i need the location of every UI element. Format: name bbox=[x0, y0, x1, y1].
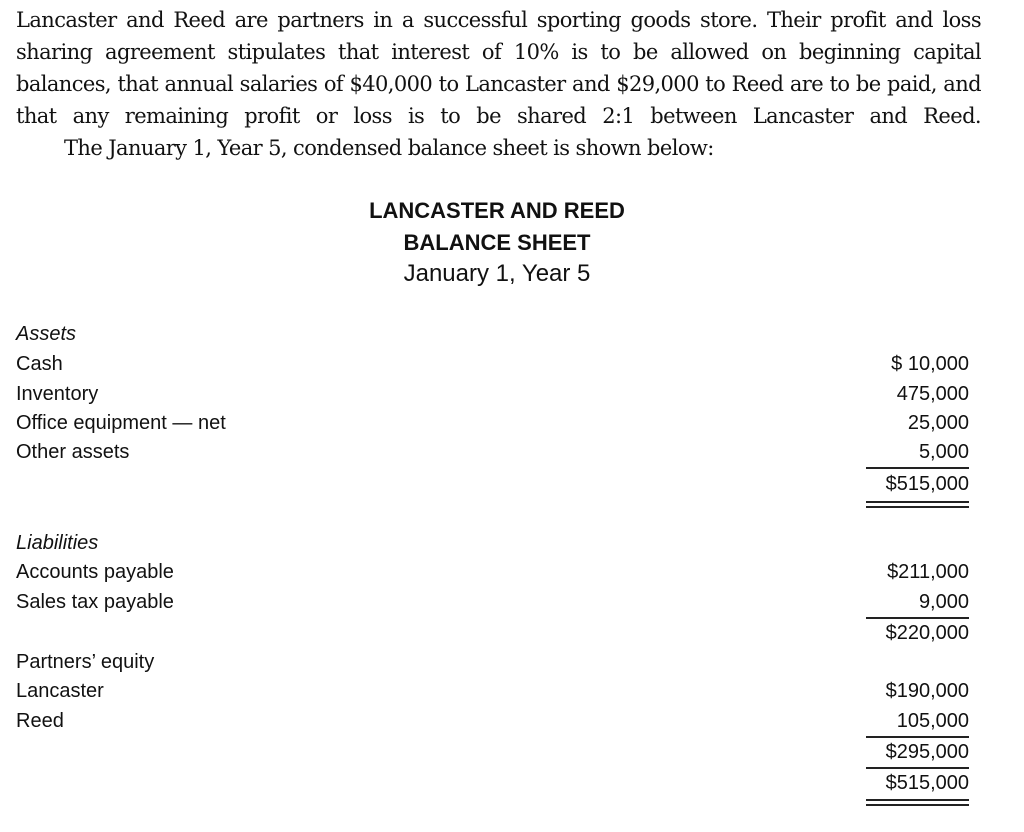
statement-title: BALANCE SHEET bbox=[403, 230, 591, 255]
equity-heading-row bbox=[16, 648, 969, 676]
assets-heading-row bbox=[16, 320, 969, 348]
row-label: Office equipment — net bbox=[16, 412, 226, 434]
grand-total-row bbox=[16, 769, 969, 797]
total-row bbox=[16, 619, 969, 647]
section-heading-equity: Partners’ equity bbox=[16, 651, 155, 673]
row-amount: $211,000 bbox=[887, 561, 969, 583]
balance-row bbox=[16, 707, 969, 735]
company-name: LANCASTER AND REED bbox=[369, 198, 625, 223]
total-equity-amount: $295,000 bbox=[885, 741, 969, 763]
section-heading-liabilities: Liabilities bbox=[16, 532, 99, 554]
liabilities-heading-row bbox=[16, 529, 969, 557]
total-assets-amount: $515,000 bbox=[885, 473, 969, 495]
double-rule bbox=[866, 501, 969, 508]
balance-row bbox=[16, 409, 969, 437]
row-amount: $ 10,000 bbox=[891, 353, 969, 375]
problem-text bbox=[16, 4, 981, 164]
row-label: Reed bbox=[16, 710, 64, 732]
row-amount: 105,000 bbox=[896, 710, 969, 732]
balance-row bbox=[16, 380, 969, 408]
row-amount: $190,000 bbox=[885, 680, 969, 702]
row-label: Accounts payable bbox=[16, 561, 174, 583]
balance-row bbox=[16, 350, 969, 378]
balance-row bbox=[16, 558, 969, 586]
total-row bbox=[16, 470, 969, 498]
balance-row bbox=[16, 677, 969, 705]
subtotal-rule bbox=[866, 467, 969, 469]
balance-row bbox=[16, 438, 969, 466]
total-row bbox=[16, 738, 969, 766]
intro-paragraph-1: Lancaster and Reed are partners in a successful sporting goods store. Their profit and loss sharing agreement stipulates that interest of 10% is to be allowed on beginning capital balances, that annual salaries of $40,000 to Lancaster and $29,000 to Reed are to be paid, and that any remaining profit or loss is to be shared 2:1 between Lancaster and Reed. bbox=[16, 8, 981, 128]
total-liabilities-amount: $220,000 bbox=[885, 622, 969, 644]
row-label: Inventory bbox=[16, 383, 99, 405]
section-heading-assets: Assets bbox=[16, 323, 77, 345]
row-label: Lancaster bbox=[16, 680, 104, 702]
row-amount: 475,000 bbox=[896, 383, 969, 405]
row-amount: 9,000 bbox=[918, 591, 969, 613]
row-label: Sales tax payable bbox=[16, 591, 174, 613]
grand-total-amount: $515,000 bbox=[885, 772, 969, 794]
row-amount: 5,000 bbox=[918, 441, 969, 463]
balance-row bbox=[16, 588, 969, 616]
double-rule bbox=[866, 799, 969, 806]
row-amount: 25,000 bbox=[907, 412, 969, 434]
statement-date: January 1, Year 5 bbox=[403, 260, 591, 287]
row-label: Cash bbox=[16, 353, 63, 375]
intro-paragraph-2: The January 1, Year 5, condensed balance sheet is shown below: bbox=[64, 136, 714, 160]
row-label: Other assets bbox=[16, 441, 130, 463]
